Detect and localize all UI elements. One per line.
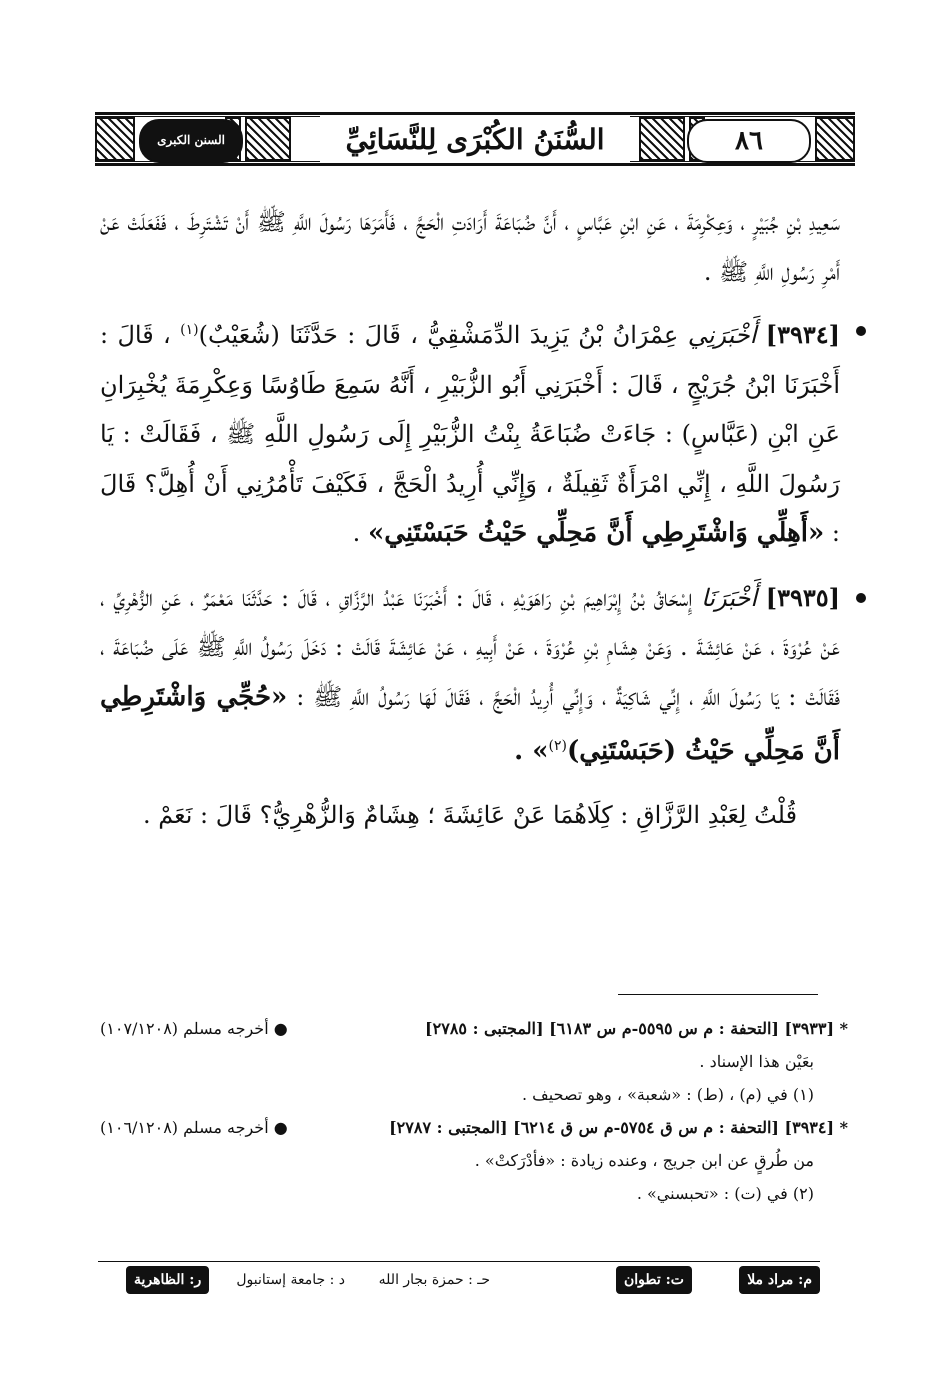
manuscript-m: م: مراد ملا (739, 1266, 820, 1294)
footnotes (100, 1012, 848, 1210)
manuscript-h: حـ : حمزة بجار الله (378, 1272, 490, 1288)
page-header (95, 110, 855, 168)
prophetic-saying: «حُجِّي وَاشْتَرِطِي أَنَّ مَحِلِّي حَيْثُ (حَبَسْتَنِي) (100, 681, 840, 766)
hadith-3934-text (100, 306, 840, 559)
manuscript-d: د : جامعة إستانبول (236, 1272, 345, 1288)
hadith-number: [٣٩٣٤] (765, 320, 841, 349)
footnote-separator (618, 994, 818, 995)
main-text (100, 198, 840, 840)
hadith-3935 (100, 573, 840, 777)
prophetic-saying: «أَهِلِّي وَاشْتَرِطِي أَنَّ مَحِلِّي حَيْثُ حَبَسْتَنِي» (367, 518, 825, 548)
footnote-3933-takhrij: ● أخرجه مسلم (١٠٧/١٢٠٨) (100, 1019, 288, 1038)
hadith-lead-word: أَخْبَرَنَا (701, 583, 758, 612)
hadith-isnad: عِمْرَانُ بْنُ يَزِيدَ الدِّمَشْقِيُّ ، قَالَ : حَدَّثَنَا (شُعَيْبٌ) (198, 321, 679, 349)
hadith-end: » . (514, 736, 549, 766)
footnote-3934 (100, 1111, 848, 1144)
footnote-3933-ref: * [٣٩٣٣] [التحفة : م س ٥٥٩٥-م س ٦١٨٣] [المجتبى : ٢٧٨٥] (425, 1019, 848, 1038)
header-bottom-rule (95, 163, 855, 166)
ornament-left-outer (95, 117, 135, 161)
hadith-3935-text (100, 573, 840, 777)
header-top-rule (95, 112, 855, 115)
hadith-end: . (352, 519, 368, 547)
footnote-1: (١) في (م) ، (ط) : «شعبة» ، وهو تصحيف . (522, 1085, 814, 1104)
page-number: ٨٦ (687, 119, 811, 163)
manuscript-t: ت: تطوان (616, 1266, 692, 1294)
footnote-3934-ref: * [٣٩٣٤] [التحفة : م س ق ٥٧٥٤-م س ق ٦٢١٤] [المجتبى : ٢٧٨٧] (389, 1118, 848, 1137)
bullet-icon (856, 326, 866, 336)
hadith-body: إِسْحَاقُ بْنُ إِبْرَاهِيمَ بْنِ رَاهَوَيْهِ ، قَالَ : أَخْبَرَنَا عَبْدُ الرَّزَّاقِ ، قَالَ : حَدَّثَنَا مَعْمَرٌ ، عَنِ الزُّهْرِيِّ ، عَنْ عُرْوَةَ ، عَنْ عَائِشَةَ . وَعَنْ هِشَامِ بْنِ عُرْوَةَ ، عَنْ أَبِيهِ ، عَنْ عَائِشَةَ قَالَتْ : دَخَلَ رَسُولُ اللَّهِ ﷺ عَلَى ضُبَاعَةَ ، فَقَالَتْ : يَا رَسُولَ اللَّهِ ، إِنِّي شَاكِيَةٌ ، وَإِنِّي أُرِيدُ الْحَجَّ ، فَقَالَ لَهَا رَسُولُ اللَّهِ ﷺ : (100, 583, 841, 711)
author-comment: قُلْتُ لِعَبْدِ الرَّزَّاقِ : كِلَاهُمَا عَنْ عَائِشَةَ ؛ هِشَامٌ وَالزُّهْرِيُّ؟ قَالَ : نَعَمْ . (142, 800, 798, 829)
hadith-lead-word: أَخْبَرَنِي (687, 321, 757, 349)
footnote-3933 (100, 1012, 848, 1045)
footnote-ref: (٢) (548, 738, 567, 754)
footnote-ref: (١) (180, 322, 199, 338)
hadith-number: [٣٩٣٥] (765, 582, 841, 612)
footnote-3934-cont: من طُرقٍ عن ابن جريج ، وعنده زيادة : «فأدْرَكتْ» . (474, 1151, 814, 1170)
ornament-left-inner (245, 117, 291, 161)
footnote-3933-cont: بعَيْن هذا الإسناد . (699, 1052, 814, 1071)
bullet-icon (856, 593, 866, 603)
footnote-2: (٢) في (ت) : «تحبسني» . (636, 1184, 814, 1203)
ornament-right-inner (639, 117, 685, 161)
footnote-3934-takhrij: ● أخرجه مسلم (١٠٦/١٢٠٨) (100, 1118, 288, 1137)
hadith-3934 (100, 306, 840, 559)
book-title: السُّنَنُ الكُبْرَى لِلنَّسَائِيِّ (320, 116, 630, 162)
hadith-matn: ، قَالَ : أَخْبَرَنَا ابْنُ جُرَيْجٍ ، قَالَ : أَخْبَرَنِي أَبُو الزُّبَيْرِ ، أَنَّهُ سَمِعَ طَاوُسًا وَعِكْرِمَةَ يُخْبِرَانِ عَنِ ابْنِ (عَبَّاسٍ) : جَاءَتْ ضُبَاعَةُ بِنْتُ الزُّبَيْرِ إِلَى رَسُولِ اللَّهِ ﷺ ، فَقَالَتْ : يَا رَسُولَ اللَّهِ ، إِنِّي امْرَأَةٌ ثَقِيلَةٌ ، وَإِنِّي أُرِيدُ الْحَجَّ ، فَكَيْفَ تَأْمُرُنِي أَنْ أُهِلَّ؟ قَالَ : (100, 321, 840, 547)
ornament-right-outer (815, 117, 855, 161)
manuscript-legend (98, 1266, 820, 1300)
manuscript-r: ر: الظاهرية (126, 1266, 209, 1294)
paragraph-continuation: سَعِيدِ بْنِ جُبَيْرٍ ، وَعِكْرِمَةَ ، عَنِ ابْنِ عَبَّاسٍ ، أَنَّ ضُبَاعَةَ أَرَادَتِ الْحَجَّ ، فَأَمَرَهَا رَسُولَ اللَّهِ ﷺ أَنْ تَشْتَرِطَ ، فَفَعَلَتْ عَنْ أَمْرِ رَسُولِ اللَّهِ ﷺ . (100, 208, 840, 286)
book-logo: السنن الكبرى (139, 119, 243, 163)
footer-rule (98, 1261, 820, 1262)
